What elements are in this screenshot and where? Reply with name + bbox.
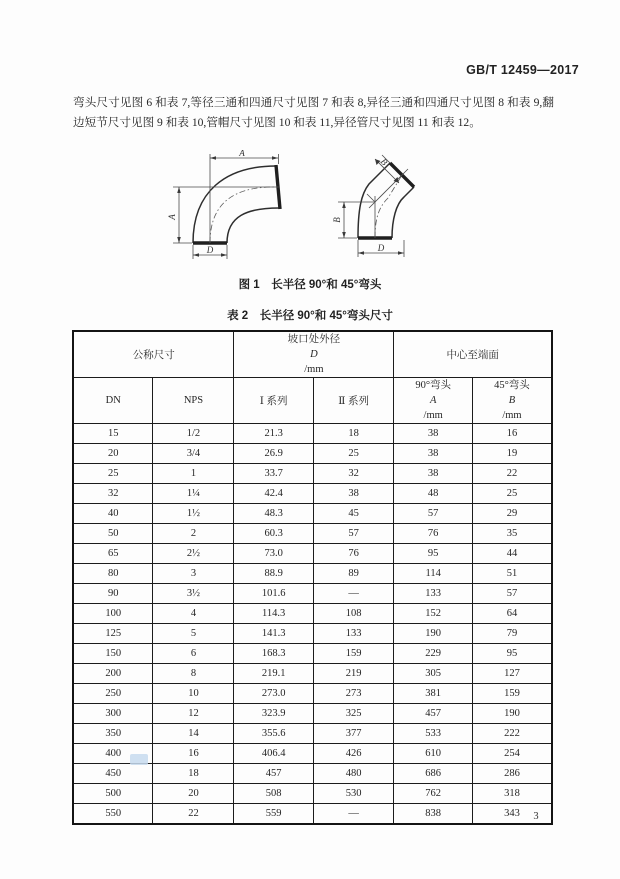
- cell-series-2: 57: [313, 524, 393, 544]
- table-row: [73, 484, 552, 504]
- cell-90-a: 610: [394, 744, 473, 764]
- cell-90-a: 38: [394, 464, 473, 484]
- cell-nps: 1/2: [153, 424, 234, 444]
- cell-90-a: 190: [394, 624, 473, 644]
- cell-dn: 80: [73, 564, 153, 584]
- cell-45-b: 343: [472, 804, 552, 825]
- cell-nps: 20: [153, 784, 234, 804]
- cell-dn: 125: [73, 624, 153, 644]
- col-series-2: Ⅱ 系列: [313, 378, 393, 424]
- cell-dn: 100: [73, 604, 153, 624]
- cell-dn: 200: [73, 664, 153, 684]
- cell-series-1: 273.0: [234, 684, 314, 704]
- cell-dn: 90: [73, 584, 153, 604]
- cell-nps: 12: [153, 704, 234, 724]
- dim-label-b-top: B: [378, 156, 390, 168]
- cell-45-b: 22: [472, 464, 552, 484]
- table-row: [73, 804, 552, 825]
- col-group-center-to-end: 中心至端面: [394, 331, 552, 378]
- dim-label-b-left: B: [331, 217, 342, 223]
- dim-label-d-bottom: D: [377, 243, 384, 253]
- table-row: [73, 464, 552, 484]
- cell-series-1: 559: [234, 804, 314, 825]
- cell-series-2: —: [313, 584, 393, 604]
- figure-1: [0, 150, 620, 264]
- cell-series-2: 108: [313, 604, 393, 624]
- cell-45-b: 57: [472, 584, 552, 604]
- cell-nps: 1¼: [153, 484, 234, 504]
- cell-90-a: 152: [394, 604, 473, 624]
- cell-45-b: 44: [472, 544, 552, 564]
- cell-dn: 50: [73, 524, 153, 544]
- cell-nps: 3: [153, 564, 234, 584]
- cell-series-1: 355.6: [234, 724, 314, 744]
- cell-45-b: 16: [472, 424, 552, 444]
- cell-45-b: 222: [472, 724, 552, 744]
- cell-90-a: 457: [394, 704, 473, 724]
- table-row: [73, 784, 552, 804]
- cell-90-a: 305: [394, 664, 473, 684]
- cell-dn: 400: [73, 744, 153, 764]
- cell-nps: 2: [153, 524, 234, 544]
- cell-45-b: 127: [472, 664, 552, 684]
- cell-series-2: 76: [313, 544, 393, 564]
- elbow-90-drawing: [163, 150, 308, 264]
- table-row: [73, 424, 552, 444]
- cell-dn: 65: [73, 544, 153, 564]
- cell-45-b: 19: [472, 444, 552, 464]
- cell-series-1: 60.3: [234, 524, 314, 544]
- cell-series-2: 273: [313, 684, 393, 704]
- cell-series-1: 48.3: [234, 504, 314, 524]
- cell-45-b: 318: [472, 784, 552, 804]
- cell-90-a: 762: [394, 784, 473, 804]
- dim-label-d-bottom: D: [206, 245, 213, 255]
- cell-series-2: 32: [313, 464, 393, 484]
- table-row: [73, 704, 552, 724]
- cell-series-2: 325: [313, 704, 393, 724]
- figure-caption: 图 1 长半径 90°和 45°弯头: [238, 279, 382, 291]
- cell-45-b: 79: [472, 624, 552, 644]
- cell-dn: 25: [73, 464, 153, 484]
- cell-dn: 32: [73, 484, 153, 504]
- cell-nps: 10: [153, 684, 234, 704]
- col-group-od-at-bevel: [234, 331, 394, 378]
- cell-series-1: 168.3: [234, 644, 314, 664]
- cell-45-b: 64: [472, 604, 552, 624]
- cell-series-1: 88.9: [234, 564, 314, 584]
- cell-90-a: 38: [394, 424, 473, 444]
- cell-nps: 3½: [153, 584, 234, 604]
- table-row: [73, 504, 552, 524]
- cell-dn: 250: [73, 684, 153, 704]
- table-row: [73, 724, 552, 744]
- cell-45-b: 25: [472, 484, 552, 504]
- od-title: 坡口处外径: [287, 334, 341, 345]
- cell-90-a: 686: [394, 764, 473, 784]
- cell-series-2: 133: [313, 624, 393, 644]
- table-caption: 表 2 长半径 90°和 45°弯头尺寸: [227, 310, 393, 322]
- table-row: [73, 444, 552, 464]
- dimensions-table: [72, 330, 553, 825]
- cell-series-1: 508: [234, 784, 314, 804]
- cell-nps: 16: [153, 744, 234, 764]
- cell-series-2: 377: [313, 724, 393, 744]
- col-dn: DN: [73, 378, 153, 424]
- cell-45-b: 51: [472, 564, 552, 584]
- cell-45-b: 35: [472, 524, 552, 544]
- table-row: [73, 564, 552, 584]
- cell-dn: 15: [73, 424, 153, 444]
- cell-series-2: 18: [313, 424, 393, 444]
- table-row: [73, 644, 552, 664]
- cell-series-2: 159: [313, 644, 393, 664]
- cell-series-1: 33.7: [234, 464, 314, 484]
- cell-series-1: 26.9: [234, 444, 314, 464]
- col-45-elbow: 45°弯头 B /mm: [472, 378, 552, 424]
- cell-45-b: 286: [472, 764, 552, 784]
- cell-90-a: 229: [394, 644, 473, 664]
- cell-series-2: 38: [313, 484, 393, 504]
- cell-series-2: 480: [313, 764, 393, 784]
- watermark-smudge: [130, 754, 148, 765]
- table-group-header-row: [73, 331, 552, 378]
- cell-90-a: 381: [394, 684, 473, 704]
- cell-45-b: 29: [472, 504, 552, 524]
- elbow-45-drawing: [330, 150, 458, 264]
- cell-90-a: 76: [394, 524, 473, 544]
- table-row: [73, 764, 552, 784]
- cell-nps: 22: [153, 804, 234, 825]
- cell-dn: 300: [73, 704, 153, 724]
- col-nps: NPS: [153, 378, 234, 424]
- cell-90-a: 133: [394, 584, 473, 604]
- page-number: 3: [533, 811, 539, 822]
- cell-series-1: 21.3: [234, 424, 314, 444]
- cell-dn: 450: [73, 764, 153, 784]
- cell-90-a: 533: [394, 724, 473, 744]
- cell-dn: 150: [73, 644, 153, 664]
- cell-series-2: 219: [313, 664, 393, 684]
- cell-45-b: 190: [472, 704, 552, 724]
- cell-series-1: 101.6: [234, 584, 314, 604]
- dim-label-a-left: A: [166, 214, 177, 220]
- cell-45-b: 95: [472, 644, 552, 664]
- cell-nps: 4: [153, 604, 234, 624]
- cell-dn: 20: [73, 444, 153, 464]
- cell-series-1: 323.9: [234, 704, 314, 724]
- cell-nps: 3/4: [153, 444, 234, 464]
- cell-series-1: 114.3: [234, 604, 314, 624]
- table-row: [73, 684, 552, 704]
- od-unit: D /mm: [304, 349, 324, 375]
- cell-series-1: 406.4: [234, 744, 314, 764]
- standard-number: GB/T 12459—2017: [466, 63, 579, 77]
- cell-series-2: 426: [313, 744, 393, 764]
- cell-series-1: 73.0: [234, 544, 314, 564]
- table-sub-header-row: [73, 378, 552, 424]
- table-row: [73, 584, 552, 604]
- dim-label-a-top: A: [238, 150, 245, 158]
- cell-90-a: 48: [394, 484, 473, 504]
- table-row: [73, 524, 552, 544]
- cell-series-2: 89: [313, 564, 393, 584]
- col-group-nominal-size: 公称尺寸: [73, 331, 234, 378]
- table-row: [73, 604, 552, 624]
- cell-dn: 350: [73, 724, 153, 744]
- cell-90-a: 114: [394, 564, 473, 584]
- col-90-elbow: 90°弯头 A /mm: [394, 378, 473, 424]
- table-row: [73, 664, 552, 684]
- cell-series-2: 25: [313, 444, 393, 464]
- cell-90-a: 838: [394, 804, 473, 825]
- cell-nps: 18: [153, 764, 234, 784]
- cell-nps: 1: [153, 464, 234, 484]
- cell-nps: 1½: [153, 504, 234, 524]
- cell-90-a: 95: [394, 544, 473, 564]
- intro-paragraph: 弯头尺寸见图 6 和表 7,等径三通和四通尺寸见图 7 和表 8,异径三通和四通尺寸见图 8 和表 9,翻边短节尺寸见图 9 和表 10,管帽尺寸见图 10 和表 11,异径管尺寸见图 11 和表 12。: [73, 96, 554, 129]
- cell-nps: 14: [153, 724, 234, 744]
- table-row: [73, 544, 552, 564]
- cell-45-b: 254: [472, 744, 552, 764]
- cell-45-b: 159: [472, 684, 552, 704]
- cell-dn: 40: [73, 504, 153, 524]
- cell-series-2: 45: [313, 504, 393, 524]
- cell-nps: 5: [153, 624, 234, 644]
- cell-series-2: —: [313, 804, 393, 825]
- cell-nps: 8: [153, 664, 234, 684]
- cell-series-1: 141.3: [234, 624, 314, 644]
- cell-series-1: 457: [234, 764, 314, 784]
- cell-series-1: 219.1: [234, 664, 314, 684]
- cell-nps: 2½: [153, 544, 234, 564]
- table-row: [73, 624, 552, 644]
- cell-90-a: 38: [394, 444, 473, 464]
- cell-dn: 500: [73, 784, 153, 804]
- col-series-1: Ⅰ 系列: [234, 378, 314, 424]
- cell-series-1: 42.4: [234, 484, 314, 504]
- cell-nps: 6: [153, 644, 234, 664]
- cell-90-a: 57: [394, 504, 473, 524]
- cell-series-2: 530: [313, 784, 393, 804]
- cell-dn: 550: [73, 804, 153, 825]
